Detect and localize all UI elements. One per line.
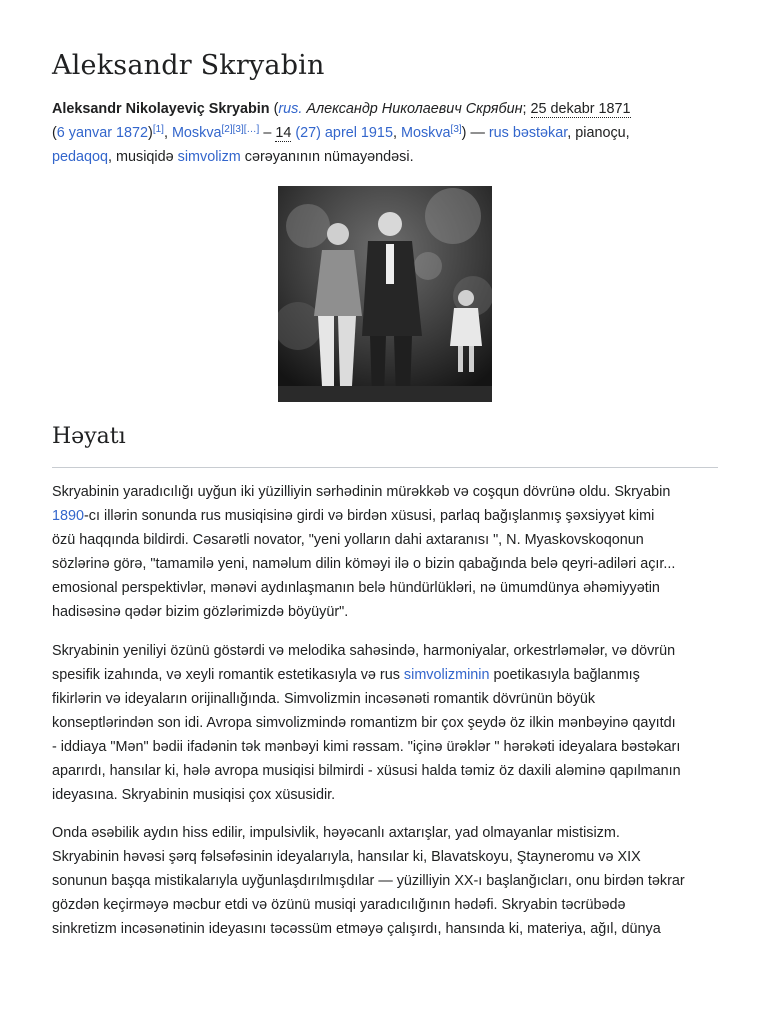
birth-date-link[interactable]: 6 yanvar 1872: [56, 125, 149, 141]
rus-language-link[interactable]: rus.: [278, 101, 303, 117]
intro-paragraph: Aleksandr Nikolayeviç Skryabin (rus. Александр Николаевич Скрябин; 25 dekabr 1871 (6 yanvar 1872)[1], Moskva[2][3][…] – 14 (27) aprel 1915, Moskva[3]) — rus bəstəkar, pianoçu, pedaqoq, musiqidə simvolizm cərəyanının nümayəndəsi.: [52, 101, 631, 165]
year-1890-link[interactable]: 1890: [52, 508, 85, 524]
life-paragraph-3: Onda əsəbilik aydın hiss edilir, impulsivlik, həyəcanlı axtarışlar, yad olmayanlar mistisizm. Skryabinin həvəsi şərq fəlsəfəsinin ideyalarıyla, hansılar ki, Blavatskoyu, Ştayneromu və XIX sonunun başqa mistikalarıyla uyğunlaşdırılmışdılar — yüzilliyin XX-ı başlanğıcları, onu birdən təkrar gözdən keçirməyə məcbur etdi və özünü musiqi yaradıcılığının hədəfi. Skryabin təcrübədə sinkretizm incəsənətinin ideyasını təcəssüm etməyə çalışırdı, hansında ki, materiya, ağıl, dünya: [52, 825, 685, 937]
life-paragraph-1: Skryabinin yaradıcılığı uyğun iki yüzilliyin sərhədinin mürəkkəb və coşqun dövrünə oldu. Skryabin 1890-cı illərin sonunda rus musiqisinə girdi və birdən xüsusi, parlaq bağışlanmış şəxsiyyət kimi özü haqqında bildirdi. Cəsarətli novator, "yeni yolların dahi axtaranısı ", N. Myaskovskoqonun sözlərinə görə, "tamamilə yeni, naməlum dilin köməyi ilə o bizin qabağında belə qeyri-adiləri açır... emosional perspektivlər, mənəvi aydınlaşmanın belə hündürlükləri, nə ümumdünya əhəmiyyətin hadisəsinə qədər bizim gözlərimizdə böyüyür".: [52, 484, 676, 620]
page-title: Aleksandr Skryabin: [52, 50, 325, 81]
reference-1-link[interactable]: [1]: [152, 124, 164, 135]
birth-date-old-style: 25 dekabr 1871: [530, 101, 631, 117]
portrait-photo[interactable]: [278, 186, 492, 402]
pedagogue-link[interactable]: pedaqoq: [52, 149, 109, 165]
death-place-link[interactable]: Moskva: [400, 125, 451, 141]
subject-name: Aleksandr Nikolayeviç Skryabin: [52, 101, 270, 117]
composer-link[interactable]: rus bəstəkar: [488, 125, 568, 141]
life-paragraph-2: Skryabinin yeniliyi özünü göstərdi və melodika sahəsində, harmoniyalar, orkestrləmələr, və dövrün spesifik izahında, və xeyli romantik estetikasıyla və rus simvolizminin poetikasıyla bağlanmış fikirlərin və ideyaların orijinallığında. Simvolizmin incəsənəti romantik dövrünün böyük konseptlərindən son idi. Avropa simvolizmində romantizm bir çox şeydə öz ilkin mənbəyinə qayıtdı - iddiaya "Mən" bədii ifadənin tək mənbəyi kimi rəssam. "içinə ürəklər " hərəkəti ideyalara bəstəkarı aparırdı, hansılar ki, hələ avropa musiqisi bilmirdi - xüsusi halda təmiz öz daxili aləminə qapılmanın ideyasına. Skryabinin musiqisi çox xüsusidir.: [52, 643, 681, 803]
section-heading-life: Həyatı: [52, 424, 126, 449]
photo-of-three-people-icon: [278, 186, 492, 402]
death-date-link[interactable]: (27) aprel 1915: [291, 125, 393, 141]
reference-2-3-link[interactable]: [2][3][…]: [221, 124, 260, 135]
russian-name: Александр Николаевич Скрябин: [302, 101, 523, 117]
symbolism-link[interactable]: simvolizm: [177, 149, 241, 165]
birth-place-link[interactable]: Moskva: [171, 125, 222, 141]
death-date-old-style: 14: [275, 125, 292, 141]
reference-3-link[interactable]: [3]: [450, 124, 462, 135]
symbolism-genitive-link[interactable]: simvolizminin: [403, 667, 490, 683]
section-divider: [52, 467, 718, 468]
